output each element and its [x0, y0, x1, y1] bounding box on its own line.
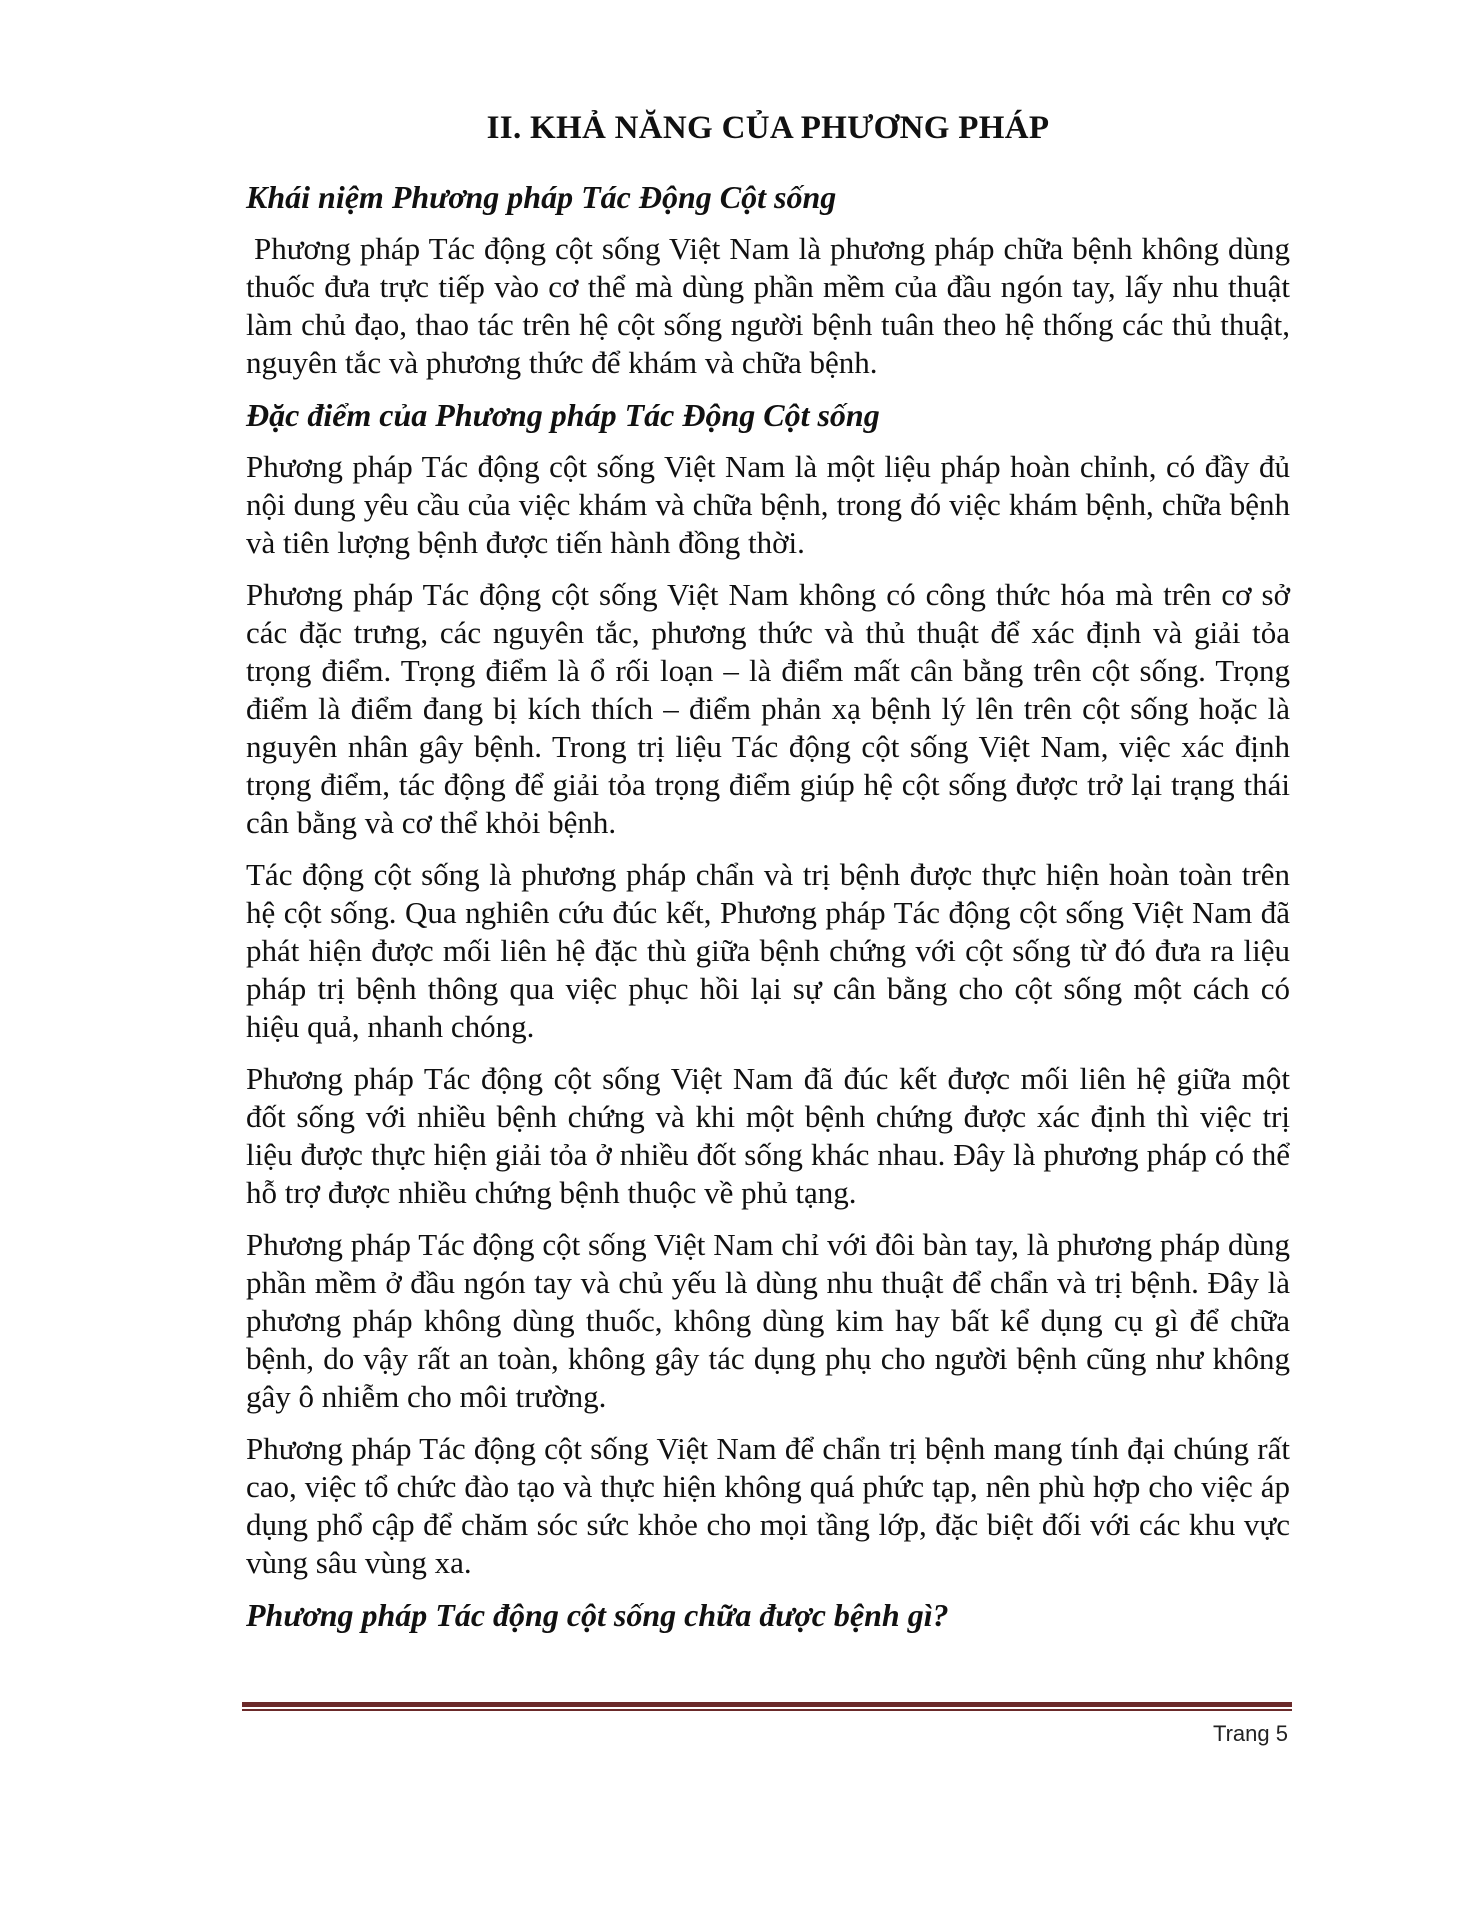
paragraph-concept: Phương pháp Tác động cột sống Việt Nam là phương pháp chữa bệnh không dùng thuốc đưa trực tiếp vào cơ thể mà dùng phần mềm của đầu ngón tay, lấy nhu thuật làm chủ đạo, thao tác trên hệ cột sống người bệnh tuân theo hệ thống các thủ thuật, nguyên tắc và phương thức để khám và chữa bệnh. [246, 231, 1290, 380]
page-title: II. KHẢ NĂNG CỦA PHƯƠNG PHÁP [486, 110, 1050, 146]
footer-divider [242, 1702, 1292, 1712]
footer-divider-thick [242, 1702, 1292, 1707]
section-heading-diseases: Phương pháp Tác động cột sống chữa được bệnh gì? [246, 1597, 949, 1633]
paragraph-characteristics-6: Phương pháp Tác động cột sống Việt Nam để chẩn trị bệnh mang tính đại chúng rất cao, việc tổ chức đào tạo và thực hiện không quá phức tạp, nên phù hợp cho việc áp dụng phổ cập để chăm sóc sức khỏe cho mọi tầng lớp, đặc biệt đối với các khu vực vùng sâu vùng xa. [246, 1431, 1290, 1580]
page-content [246, 108, 1290, 1648]
paragraph-characteristics-2: Phương pháp Tác động cột sống Việt Nam không có công thức hóa mà trên cơ sở các đặc trưng, các nguyên tắc, phương thức và thủ thuật để xác định và giải tỏa trọng điểm. Trọng điểm là ổ rối loạn – là điểm mất cân bằng trên cột sống. Trọng điểm là điểm đang bị kích thích – điểm phản xạ bệnh lý lên trên cột sống hoặc là nguyên nhân gây bệnh. Trong trị liệu Tác động cột sống Việt Nam, việc xác định trọng điểm, tác động để giải tỏa trọng điểm giúp hệ cột sống được trở lại trạng thái cân bằng và cơ thể khỏi bệnh. [246, 577, 1290, 840]
paragraph-characteristics-3: Tác động cột sống là phương pháp chẩn và trị bệnh được thực hiện hoàn toàn trên hệ cột sống. Qua nghiên cứu đúc kết, Phương pháp Tác động cột sống Việt Nam đã phát hiện được mối liên hệ đặc thù giữa bệnh chứng với cột sống từ đó đưa ra liệu pháp trị bệnh thông qua việc phục hồi lại sự cân bằng cho cột sống một cách có hiệu quả, nhanh chóng. [246, 857, 1290, 1044]
paragraph-characteristics-5: Phương pháp Tác động cột sống Việt Nam chỉ với đôi bàn tay, là phương pháp dùng phần mềm ở đầu ngón tay và chủ yếu là dùng nhu thuật để chẩn và trị bệnh. Đây là phương pháp không dùng thuốc, không dùng kim hay bất kể dụng cụ gì để chữa bệnh, do vậy rất an toàn, không gây tác dụng phụ cho người bệnh cũng như không gây ô nhiễm cho môi trường. [246, 1227, 1290, 1414]
footer-divider-thin [242, 1709, 1292, 1711]
paragraph-characteristics-1: Phương pháp Tác động cột sống Việt Nam là một liệu pháp hoàn chỉnh, có đầy đủ nội dung yêu cầu của việc khám và chữa bệnh, trong đó việc khám bệnh, chữa bệnh và tiên lượng bệnh được tiến hành đồng thời. [246, 449, 1290, 560]
page-number: Trang 5 [1212, 1721, 1288, 1746]
paragraph-characteristics-4: Phương pháp Tác động cột sống Việt Nam đã đúc kết được mối liên hệ giữa một đốt sống với nhiều bệnh chứng và khi một bệnh chứng được xác định thì việc trị liệu được thực hiện giải tỏa ở nhiều đốt sống khác nhau. Đây là phương pháp có thể hỗ trợ được nhiều chứng bệnh thuộc về phủ tạng. [246, 1061, 1290, 1210]
section-heading-concept: Khái niệm Phương pháp Tác Động Cột sống [246, 179, 837, 215]
section-heading-characteristics: Đặc điểm của Phương pháp Tác Động Cột sống [246, 397, 880, 433]
